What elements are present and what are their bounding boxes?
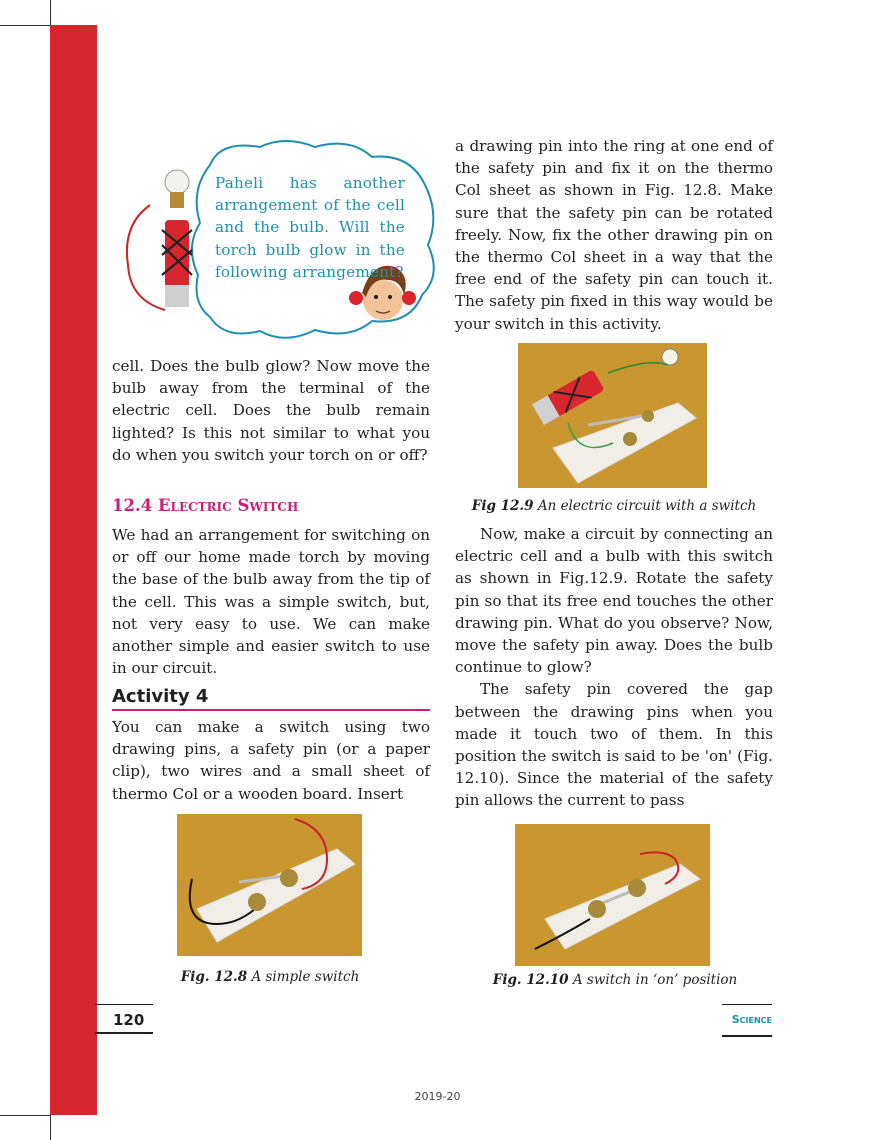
crop-mark-top-vertical bbox=[50, 0, 51, 25]
fig8-text: A simple switch bbox=[251, 969, 360, 985]
figure-12-9-caption bbox=[455, 498, 773, 514]
fig9-label: Fig 12.9 bbox=[471, 498, 534, 514]
fig10-label: Fig. 12.10 bbox=[492, 972, 569, 988]
crop-mark-bottom-vertical bbox=[50, 1115, 51, 1140]
edition-year: 2019-20 bbox=[414, 1090, 461, 1103]
left-column-switch bbox=[112, 524, 430, 679]
crop-mark-top-horizontal bbox=[0, 25, 50, 26]
cloud-question-text: Paheli has another arrangement of the cell and the bulb. Will the torch bulb glow in the following arrangement? bbox=[215, 174, 405, 281]
left-column-upper bbox=[112, 355, 430, 466]
right-column-upper bbox=[455, 135, 773, 335]
figure-12-9-image bbox=[518, 343, 707, 488]
paragraph-activity: You can make a switch using two drawing pins, a safety pin (or a paper clip), two wires and a small sheet of thermo Col or a wooden board. Insert bbox=[112, 718, 430, 803]
paragraph-make-circuit: Now, make a circuit by connecting an electric cell and a bulb with this switch as shown in Fig.12.9. Rotate the safety pin so that its free end touches the other drawing pin. What do you observe? Now, move the safety pin away. Does the bulb continue to glow? bbox=[455, 525, 773, 677]
subject-label: Science bbox=[722, 1004, 772, 1037]
fig10-text: A switch in ‘on’ position bbox=[572, 972, 738, 988]
figure-12-8-caption bbox=[150, 969, 390, 985]
bulb-cell-illustration bbox=[127, 170, 192, 310]
section-number: 12.4 bbox=[112, 496, 153, 515]
paragraph-safety-pin-gap: The safety pin covered the gap between the drawing pins when you made it touch two of them. In this position the switch is said to be 'on' (Fig. 12.10). Since the material of the safety pin allows the current to pass bbox=[455, 680, 773, 810]
paragraph-drawing-pin: a drawing pin into the ring at one end of the safety pin and fix it on the thermo Col sheet as shown in Fig. 12.8. Make sure that the safety pin can be rotated freely. Now, fix the other drawing pin on the thermo Col sheet in a way that the free end of the safety pin can touch it. The safety pin fixed in this way would be your switch in this activity. bbox=[455, 137, 773, 333]
figure-12-8-image bbox=[177, 814, 362, 956]
paragraph-switch-intro: We had an arrangement for switching on or off our home made torch by moving the base of the bulb away from the tip of the cell. This was a simple switch, but, not very easy to use. We can make another simple and easier switch to use in our circuit. bbox=[112, 526, 430, 678]
section-heading bbox=[112, 496, 432, 515]
figure-12-10-caption bbox=[470, 972, 760, 988]
fig9-text: An electric circuit with a switch bbox=[537, 498, 757, 514]
thought-cloud bbox=[110, 135, 440, 345]
activity-heading: Activity 4 bbox=[112, 686, 430, 711]
figure-12-10-image bbox=[515, 824, 710, 966]
paragraph-bulb-away: cell. Does the bulb glow? Now move the bulb away from the terminal of the electric cell. Does the bulb remain lighted? Is this not similar to what you do when you switch your torch on or off? bbox=[112, 357, 430, 464]
section-title: Electric Switch bbox=[157, 496, 299, 515]
page-number: 120 bbox=[95, 1004, 153, 1034]
crop-mark-bottom-horizontal bbox=[0, 1115, 50, 1116]
margin-red-bar bbox=[50, 25, 97, 1115]
fig8-label: Fig. 12.8 bbox=[180, 969, 248, 985]
right-column-lower bbox=[455, 523, 773, 812]
left-column-activity bbox=[112, 716, 430, 805]
